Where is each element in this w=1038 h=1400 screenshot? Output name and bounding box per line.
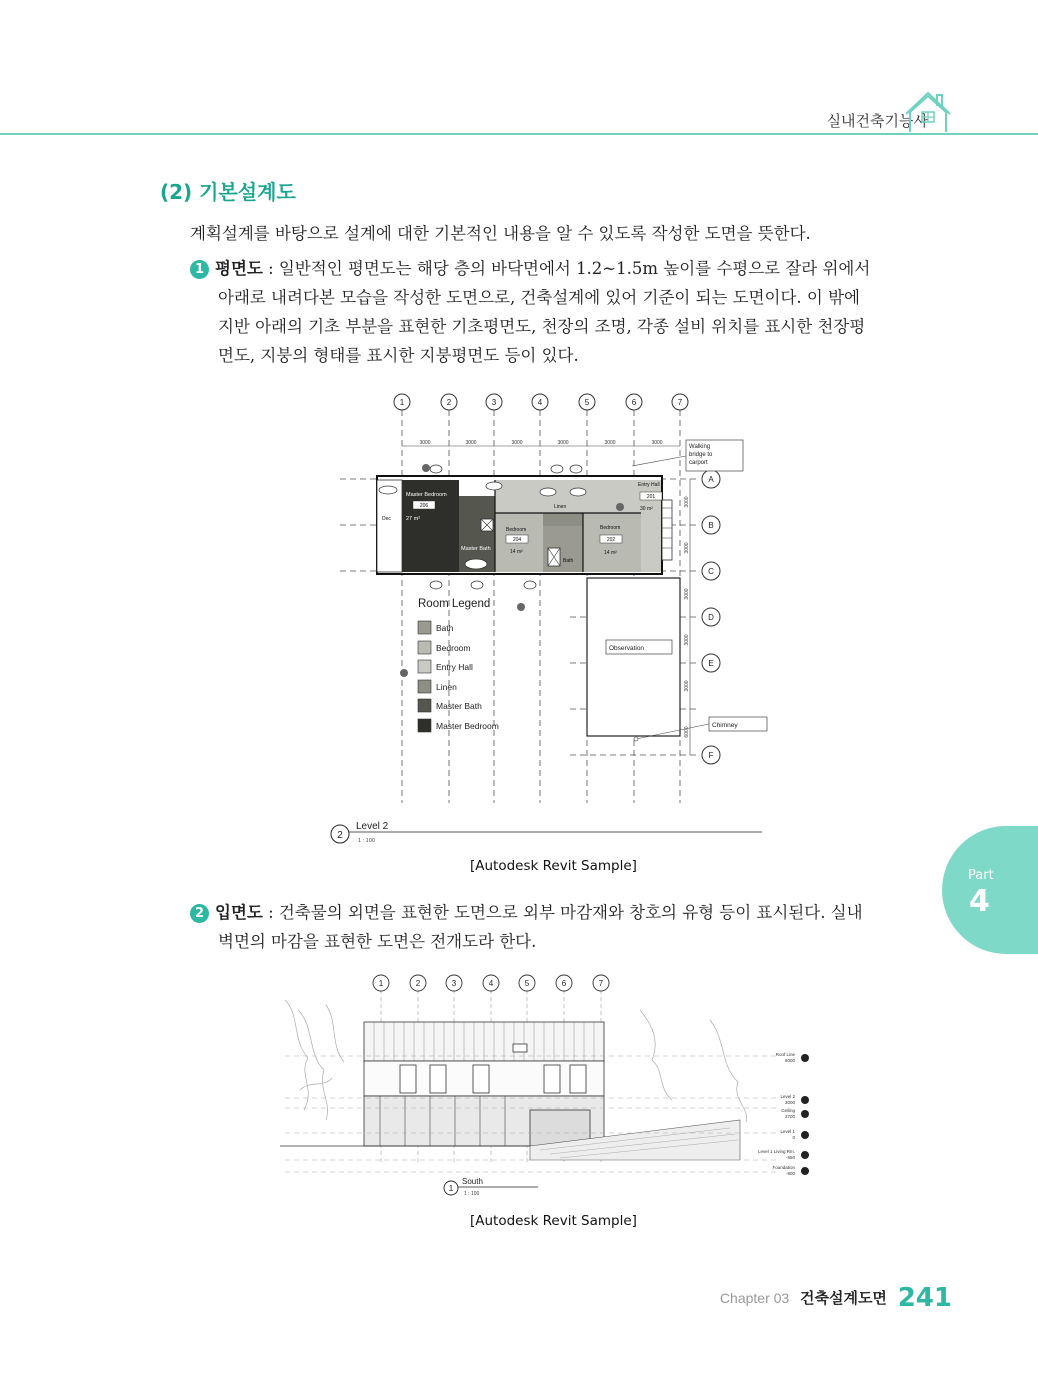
- elevation-figure: [280, 970, 820, 1200]
- room-number: 202: [606, 537, 616, 543]
- dimension-label: 3000: [465, 440, 477, 446]
- dimension-label: 3000: [604, 440, 616, 446]
- dimension-label: 3000: [684, 680, 690, 692]
- item-line: 지반 아래의 기초 부분을 표현한 기초평면도, 천장의 조명, 각종 설비 위치를 표시한 천장평: [218, 317, 866, 336]
- item-line: 아래로 내려다본 모습을 작성한 도면으로, 건축설계에 있어 기준이 되는 도면이다. 이 밖에: [218, 288, 860, 307]
- grid-col-label: 1: [399, 398, 405, 407]
- item-floor-plan: [190, 254, 920, 370]
- legend-label: Master Bedroom: [436, 721, 499, 731]
- footer-chapter-title: 건축설계도면: [799, 1289, 887, 1307]
- level-value: 2700: [784, 1114, 795, 1119]
- legend-label: Bedroom: [436, 643, 471, 653]
- legend-title: Room Legend: [418, 598, 491, 610]
- room-name: Bedroom: [506, 527, 527, 533]
- grid-col-label: 5: [584, 398, 590, 407]
- room-area: 30 m²: [640, 506, 653, 512]
- dimension-label: 3000: [684, 588, 690, 600]
- room-number: 201: [646, 494, 656, 500]
- view-number: 1: [448, 1184, 454, 1193]
- room-area: 27 m²: [406, 516, 421, 522]
- part-label: Part: [968, 868, 994, 883]
- level-value: 6000: [784, 1058, 795, 1063]
- room-name: Bedroom: [600, 525, 621, 531]
- dimension-label: 3000: [651, 440, 663, 446]
- grid-col-label: 6: [561, 979, 567, 988]
- level-name: Foundation: [772, 1165, 795, 1170]
- grid-col-label: 4: [537, 398, 543, 407]
- item-line: 면도, 지붕의 형태를 표시한 지붕평면도 등이 있다.: [218, 346, 579, 365]
- part-number: 4: [969, 884, 990, 919]
- part-tab: [942, 826, 1038, 954]
- room-number: 204: [512, 537, 522, 543]
- room-name: Linen: [554, 504, 567, 510]
- legend-label: Entry Hall: [436, 662, 473, 672]
- item-line: 벽면의 마감을 표현한 도면은 전개도라 한다.: [218, 932, 537, 951]
- room-name: Master Bedroom: [406, 492, 447, 498]
- level-name: Ceiling: [781, 1108, 795, 1113]
- view-name: Level 2: [356, 821, 389, 832]
- view-number: 2: [337, 830, 343, 841]
- grid-col-label: 1: [378, 979, 384, 988]
- view-scale: 1 : 100: [464, 1191, 480, 1197]
- callout-text: Chimney: [712, 722, 738, 729]
- dimension-label: 6000: [684, 726, 690, 738]
- item-term: 입면도: [215, 903, 263, 922]
- dimension-label: 3000: [684, 496, 690, 508]
- callout-text: Observation: [609, 645, 645, 652]
- item-line: : 건축물의 외면을 표현한 도면으로 외부 마감재와 창호의 유형 등이 표시된다. 실내: [262, 903, 863, 922]
- grid-col-label: 2: [446, 398, 452, 407]
- room-name: Entry Hall: [638, 482, 660, 488]
- item-line: : 일반적인 평면도는 해당 층의 바닥면에서 1.2~1.5m 높이를 수평으로 잘라 위에서: [262, 259, 871, 278]
- dimension-label: 3000: [511, 440, 523, 446]
- grid-col-label: 3: [491, 398, 497, 407]
- room-area: 14 m²: [604, 550, 617, 556]
- figure-caption: [Autodesk Revit Sample]: [470, 1213, 637, 1229]
- legend-label: Bath: [436, 623, 454, 633]
- dimension-label: 3000: [557, 440, 569, 446]
- grid-col-label: 7: [677, 398, 683, 407]
- grid-col-label: 6: [631, 398, 637, 407]
- item-number-badge: 1: [190, 260, 209, 279]
- dimension-label: 3000: [419, 440, 431, 446]
- grid-col-label: 5: [524, 979, 530, 988]
- view-scale: 1 : 100: [358, 838, 375, 844]
- room-name: Bath: [563, 558, 574, 564]
- footer-chapter: Chapter 03: [719, 1290, 790, 1306]
- grid-row-label: C: [708, 567, 714, 576]
- grid-row-label: D: [708, 613, 714, 622]
- dimension-label: 3000: [684, 542, 690, 554]
- floor-plan-figure: [320, 388, 790, 853]
- level-name: Level 1: [780, 1129, 795, 1134]
- grid-col-label: 7: [598, 979, 604, 988]
- level-value: -800: [785, 1171, 795, 1176]
- item-term: 평면도: [215, 259, 263, 278]
- room-number: 206: [419, 503, 429, 509]
- grid-row-label: B: [708, 521, 714, 530]
- legend-label: Master Bath: [436, 701, 482, 711]
- grid-row-label: E: [708, 659, 714, 668]
- section-title: (2) 기본설계도: [160, 180, 296, 204]
- grid-col-label: 2: [415, 979, 421, 988]
- page-number: 241: [897, 1283, 952, 1313]
- callout-text: Walking: [689, 444, 711, 450]
- item-number-badge: 2: [190, 904, 209, 923]
- level-name: Level 2: [780, 1094, 795, 1099]
- level-value: 3000: [784, 1100, 795, 1105]
- view-name: South: [462, 1177, 483, 1186]
- grid-row-label: A: [708, 475, 714, 484]
- level-name: Level 1 Living Rm.: [757, 1149, 795, 1154]
- grid-row-label: F: [708, 751, 714, 760]
- callout-text: carport: [689, 460, 708, 466]
- item-elevation: [190, 898, 920, 956]
- level-name: Roof Line: [775, 1052, 795, 1057]
- grid-col-label: 3: [451, 979, 457, 988]
- book-title: 실내건축기능사: [826, 112, 928, 130]
- dimension-label: 3000: [684, 634, 690, 646]
- header-rule: [0, 133, 1038, 135]
- legend-label: Linen: [436, 682, 457, 692]
- level-value: 0: [792, 1135, 795, 1140]
- house-logo-icon: [906, 90, 952, 134]
- figure-caption: [Autodesk Revit Sample]: [470, 858, 637, 874]
- deck-label: Dec: [382, 516, 391, 522]
- page-footer: [720, 1283, 952, 1313]
- room-name: Master Bath: [461, 546, 491, 552]
- room-area: 14 m²: [510, 549, 523, 555]
- intro-paragraph: 계획설계를 바탕으로 설계에 대한 기본적인 내용을 알 수 있도록 작성한 도면을 뜻한다.: [190, 224, 811, 243]
- grid-col-label: 4: [488, 979, 494, 988]
- callout-text: bridge to: [689, 452, 713, 458]
- level-value: -550: [785, 1155, 795, 1160]
